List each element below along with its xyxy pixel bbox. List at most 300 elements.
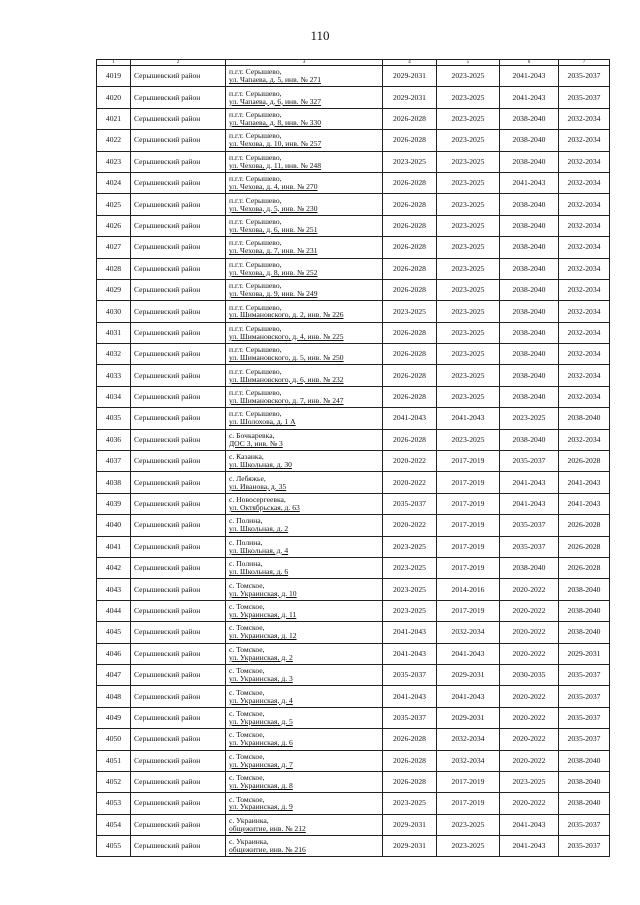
- period-col-6: 2020-2022: [500, 750, 559, 771]
- row-number: 4033: [97, 365, 131, 386]
- address-cell: [226, 557, 383, 578]
- address-settlement: п.г.т. Серышево,: [229, 131, 282, 141]
- district-cell: Серышевский район: [131, 365, 226, 386]
- address-cell: [226, 579, 383, 600]
- table-row: [97, 686, 610, 707]
- address-settlement: с. Томское,: [229, 601, 265, 611]
- period-col-7: 2038-2040: [559, 622, 610, 643]
- period-col-6: 2041-2043: [500, 836, 559, 857]
- period-col-7: 2032-2034: [559, 194, 610, 215]
- period-col-7: 2035-2037: [559, 814, 610, 835]
- period-col-4: 2026-2028: [383, 344, 437, 365]
- period-col-7: 2032-2034: [559, 365, 610, 386]
- period-col-5: 2023-2025: [437, 215, 500, 236]
- table-row: [97, 814, 610, 835]
- period-col-5: 2032-2034: [437, 622, 500, 643]
- period-col-6: 2038-2040: [500, 429, 559, 450]
- period-col-6: 2041-2043: [500, 472, 559, 493]
- period-col-6: 2020-2022: [500, 707, 559, 728]
- address-street: ул. Чехова, д. 4, инв. № 270: [229, 182, 318, 192]
- period-col-7: 2026-2028: [559, 536, 610, 557]
- address-settlement: с. Бочкаревка,: [229, 430, 275, 440]
- period-col-7: 2032-2034: [559, 429, 610, 450]
- address-settlement: п.г.т. Серышево,: [229, 302, 282, 312]
- table-row: [97, 108, 610, 129]
- row-number: 4046: [97, 643, 131, 664]
- table-row: [97, 322, 610, 343]
- row-number: 4047: [97, 664, 131, 685]
- table-row: [97, 579, 610, 600]
- period-col-4: 2023-2025: [383, 557, 437, 578]
- district-cell: Серышевский район: [131, 322, 226, 343]
- table-row: [97, 194, 610, 215]
- district-cell: Серышевский район: [131, 258, 226, 279]
- row-number: 4036: [97, 429, 131, 450]
- address-street: ул. Украинская, д. 8: [229, 781, 293, 791]
- address-settlement: с. Томское,: [229, 751, 265, 761]
- address-street: ул. Украинская, д. 9: [229, 802, 293, 812]
- address-settlement: п.г.т. Серышево,: [229, 281, 282, 291]
- table-row: [97, 600, 610, 621]
- period-col-5: 2017-2019: [437, 451, 500, 472]
- period-col-4: 2026-2028: [383, 771, 437, 792]
- period-col-5: 2023-2025: [437, 814, 500, 835]
- district-cell: Серышевский район: [131, 301, 226, 322]
- table-row: [97, 771, 610, 792]
- address-settlement: с. Полина,: [229, 559, 263, 569]
- period-col-4: 2026-2028: [383, 429, 437, 450]
- district-cell: Серышевский район: [131, 664, 226, 685]
- address-settlement: с. Полина,: [229, 537, 263, 547]
- address-cell: [226, 536, 383, 557]
- address-cell: [226, 386, 383, 407]
- address-street: ул. Октябрьская, д. 63: [229, 503, 300, 512]
- address-cell: [226, 130, 383, 151]
- address-street: ул. Школьная, д. 6: [229, 567, 289, 577]
- period-col-4: 2026-2028: [383, 279, 437, 300]
- period-col-6: 2041-2043: [500, 172, 559, 193]
- period-col-6: 2038-2040: [500, 386, 559, 407]
- district-cell: Серышевский район: [131, 172, 226, 193]
- address-street: ул. Чехова, д. 11, инв. № 248: [229, 160, 322, 170]
- period-col-4: 2029-2031: [383, 814, 437, 835]
- address-settlement: с. Томское,: [229, 708, 265, 718]
- address-cell: [226, 279, 383, 300]
- period-col-7: 2035-2037: [559, 707, 610, 728]
- period-col-5: 2023-2025: [437, 344, 500, 365]
- address-street: ул. Чехова, д. 10, инв. № 257: [229, 139, 322, 149]
- address-settlement: п.г.т. Серышево,: [229, 67, 282, 77]
- period-col-4: 2041-2043: [383, 686, 437, 707]
- district-cell: Серышевский район: [131, 579, 226, 600]
- table-row: [97, 130, 610, 151]
- table-row: [97, 66, 610, 87]
- address-cell: [226, 66, 383, 87]
- district-cell: Серышевский район: [131, 600, 226, 621]
- period-col-4: 2026-2028: [383, 258, 437, 279]
- period-col-6: 2038-2040: [500, 301, 559, 322]
- period-col-7: 2038-2040: [559, 600, 610, 621]
- address-settlement: п.г.т. Серышево,: [229, 238, 282, 248]
- address-cell: [226, 622, 383, 643]
- period-col-4: 2035-2037: [383, 493, 437, 514]
- address-cell: [226, 707, 383, 728]
- period-col-4: 2035-2037: [383, 664, 437, 685]
- address-cell: [226, 515, 383, 536]
- address-street: ул. Украинская, д. 6: [229, 738, 293, 748]
- row-number: 4035: [97, 408, 131, 429]
- period-col-5: 2023-2025: [437, 301, 500, 322]
- row-number: 4048: [97, 686, 131, 707]
- table-row: [97, 215, 610, 236]
- row-number: 4045: [97, 622, 131, 643]
- address-cell: [226, 793, 383, 814]
- period-col-6: 2038-2040: [500, 279, 559, 300]
- row-number: 4024: [97, 172, 131, 193]
- table-row: [97, 729, 610, 750]
- row-number: 4030: [97, 301, 131, 322]
- table-row: [97, 750, 610, 771]
- row-number: 4051: [97, 750, 131, 771]
- address-settlement: с. Томское,: [229, 730, 265, 740]
- address-street: ул. Шимановского, д. 7, инв. № 247: [229, 396, 344, 406]
- address-settlement: п.г.т. Серышево,: [229, 323, 282, 333]
- period-col-6: 2038-2040: [500, 130, 559, 151]
- period-col-4: 2023-2025: [383, 600, 437, 621]
- row-number: 4050: [97, 729, 131, 750]
- table-row: [97, 237, 610, 258]
- period-col-7: 2041-2043: [559, 472, 610, 493]
- address-street: ул. Чапаева, д. 8, инв. № 330: [229, 117, 322, 127]
- table-row: [97, 87, 610, 108]
- district-cell: Серышевский район: [131, 557, 226, 578]
- period-col-7: 2038-2040: [559, 793, 610, 814]
- district-cell: Серышевский район: [131, 707, 226, 728]
- address-street: ул. Школьная, д. 30: [229, 460, 292, 470]
- period-col-4: 2023-2025: [383, 579, 437, 600]
- row-number: 4025: [97, 194, 131, 215]
- address-cell: [226, 408, 383, 429]
- address-settlement: п.г.т. Серышево,: [229, 195, 282, 205]
- address-settlement: с. Лебяжье,: [229, 473, 266, 483]
- address-cell: [226, 344, 383, 365]
- period-col-5: 2017-2019: [437, 515, 500, 536]
- address-cell: [226, 301, 383, 322]
- row-number: 4019: [97, 66, 131, 87]
- address-street: ул. Украинская, д. 4: [229, 695, 293, 705]
- period-col-5: 2023-2025: [437, 151, 500, 172]
- period-col-7: 2032-2034: [559, 386, 610, 407]
- period-col-5: 2041-2043: [437, 686, 500, 707]
- row-number: 4054: [97, 814, 131, 835]
- address-settlement: п.г.т. Серышево,: [229, 110, 282, 119]
- period-col-6: 2023-2025: [500, 771, 559, 792]
- row-number: 4038: [97, 472, 131, 493]
- period-col-4: 2023-2025: [383, 151, 437, 172]
- address-street: ул. Чехова, д. 7, инв. № 231: [229, 246, 318, 256]
- address-cell: [226, 429, 383, 450]
- period-col-7: 2035-2037: [559, 664, 610, 685]
- period-col-5: 2023-2025: [437, 172, 500, 193]
- table-row: [97, 707, 610, 728]
- period-col-5: 2023-2025: [437, 279, 500, 300]
- address-settlement: п.г.т. Серышево,: [229, 259, 282, 269]
- period-col-5: 2023-2025: [437, 386, 500, 407]
- address-street: ул. Шимановского, д. 6, инв. № 232: [229, 374, 344, 384]
- address-settlement: п.г.т. Серышево,: [229, 174, 282, 184]
- page-number: 110: [310, 28, 330, 43]
- table-row: [97, 451, 610, 472]
- table-row: [97, 622, 610, 643]
- period-col-6: 2038-2040: [500, 194, 559, 215]
- address-street: ул. Чехова, д. 9, инв. № 249: [229, 289, 318, 299]
- district-cell: Серышевский район: [131, 66, 226, 87]
- period-col-6: 2020-2022: [500, 622, 559, 643]
- district-cell: Серышевский район: [131, 771, 226, 792]
- row-number: 4021: [97, 108, 131, 129]
- address-cell: [226, 237, 383, 258]
- district-cell: Серышевский район: [131, 451, 226, 472]
- address-cell: [226, 664, 383, 685]
- period-col-7: 2032-2034: [559, 322, 610, 343]
- district-cell: Серышевский район: [131, 130, 226, 151]
- address-street: ул. Шолохова, д. 1 А: [229, 417, 296, 427]
- row-number: 4044: [97, 600, 131, 621]
- period-col-6: 2030-2035: [500, 664, 559, 685]
- row-number: 4034: [97, 386, 131, 407]
- table-row: [97, 557, 610, 578]
- table-row: [97, 643, 610, 664]
- district-cell: Серышевский район: [131, 344, 226, 365]
- address-street: ул. Чапаева, д. 5, инв. № 271: [229, 75, 322, 85]
- period-col-5: 2017-2019: [437, 771, 500, 792]
- address-cell: [226, 729, 383, 750]
- period-col-7: 2035-2037: [559, 836, 610, 857]
- row-number: 4052: [97, 771, 131, 792]
- period-col-6: 2038-2040: [500, 237, 559, 258]
- row-number: 4041: [97, 536, 131, 557]
- district-cell: Серышевский район: [131, 814, 226, 835]
- table-row: [97, 365, 610, 386]
- period-col-5: 2017-2019: [437, 557, 500, 578]
- table-row: [97, 172, 610, 193]
- row-number: 4028: [97, 258, 131, 279]
- address-settlement: с. Томское,: [229, 794, 265, 804]
- district-cell: Серышевский район: [131, 686, 226, 707]
- period-col-7: 2032-2034: [559, 258, 610, 279]
- period-col-4: 2026-2028: [383, 750, 437, 771]
- table-row: [97, 344, 610, 365]
- period-col-5: 2017-2019: [437, 600, 500, 621]
- address-cell: [226, 643, 383, 664]
- period-col-6: 2020-2022: [500, 793, 559, 814]
- district-cell: Серышевский район: [131, 536, 226, 557]
- period-col-7: 2032-2034: [559, 172, 610, 193]
- period-col-7: 2038-2040: [559, 750, 610, 771]
- address-street: ул. Чехова, д. 6, инв. № 251: [229, 224, 318, 234]
- district-cell: Серышевский район: [131, 279, 226, 300]
- period-col-4: 2041-2043: [383, 643, 437, 664]
- period-col-4: 2023-2025: [383, 536, 437, 557]
- row-number: 4040: [97, 515, 131, 536]
- table-row: [97, 279, 610, 300]
- table-row: [97, 301, 610, 322]
- table-row: [97, 386, 610, 407]
- address-cell: [226, 493, 383, 514]
- period-col-6: 2020-2022: [500, 729, 559, 750]
- period-col-7: 2032-2034: [559, 344, 610, 365]
- row-number: 4027: [97, 237, 131, 258]
- period-col-4: 2041-2043: [383, 408, 437, 429]
- address-street: ДОС 3, инв. № 3: [229, 438, 283, 448]
- row-number: 4042: [97, 557, 131, 578]
- period-col-7: 2029-2031: [559, 643, 610, 664]
- period-col-7: 2038-2040: [559, 579, 610, 600]
- period-col-4: 2026-2028: [383, 365, 437, 386]
- period-col-5: 2023-2025: [437, 237, 500, 258]
- column-number: 4: [383, 60, 437, 66]
- address-cell: [226, 365, 383, 386]
- period-col-4: 2029-2031: [383, 66, 437, 87]
- period-col-4: 2026-2028: [383, 386, 437, 407]
- address-cell: [226, 686, 383, 707]
- period-col-4: 2026-2028: [383, 172, 437, 193]
- address-settlement: с. Томское,: [229, 623, 265, 633]
- address-street: ул. Чехова, д. 8, инв. № 252: [229, 267, 318, 277]
- column-number: 1: [97, 60, 131, 66]
- district-cell: Серышевский район: [131, 472, 226, 493]
- period-col-4: 2023-2025: [383, 301, 437, 322]
- period-col-6: 2038-2040: [500, 365, 559, 386]
- period-col-4: 2020-2022: [383, 472, 437, 493]
- address-cell: [226, 194, 383, 215]
- column-number: 2: [131, 60, 226, 66]
- address-settlement: с. Новосергеевка,: [229, 495, 286, 505]
- period-col-6: 2041-2043: [500, 66, 559, 87]
- row-number: 4037: [97, 451, 131, 472]
- period-col-5: 2017-2019: [437, 536, 500, 557]
- period-col-7: 2038-2040: [559, 771, 610, 792]
- period-col-5: 2041-2043: [437, 408, 500, 429]
- period-col-5: 2017-2019: [437, 493, 500, 514]
- address-settlement: п.г.т. Серышево,: [229, 152, 282, 162]
- address-settlement: с. Томское,: [229, 687, 265, 697]
- address-cell: [226, 87, 383, 108]
- column-number: 7: [559, 60, 610, 66]
- table-row: [97, 836, 610, 857]
- period-col-7: 2032-2034: [559, 279, 610, 300]
- period-col-5: 2014-2016: [437, 579, 500, 600]
- address-cell: [226, 108, 383, 129]
- district-cell: Серышевский район: [131, 729, 226, 750]
- table-row: [97, 493, 610, 514]
- district-cell: Серышевский район: [131, 194, 226, 215]
- period-col-5: 2023-2025: [437, 108, 500, 129]
- district-cell: Серышевский район: [131, 643, 226, 664]
- address-street: ул. Украинская, д. 5: [229, 716, 293, 726]
- period-col-6: 2020-2022: [500, 643, 559, 664]
- district-cell: Серышевский район: [131, 386, 226, 407]
- period-col-6: 2020-2022: [500, 686, 559, 707]
- period-col-6: 2038-2040: [500, 151, 559, 172]
- table-row: [97, 472, 610, 493]
- district-cell: Серышевский район: [131, 108, 226, 129]
- address-street: ул. Шимановского, д. 4, инв. № 225: [229, 331, 344, 341]
- period-col-6: 2038-2040: [500, 258, 559, 279]
- table-row: [97, 258, 610, 279]
- period-col-4: 2026-2028: [383, 322, 437, 343]
- period-col-7: 2035-2037: [559, 66, 610, 87]
- address-street: ул. Украинская, д. 7: [229, 759, 293, 769]
- period-col-7: 2032-2034: [559, 215, 610, 236]
- address-settlement: п.г.т. Серышево,: [229, 388, 282, 398]
- period-col-7: 2038-2040: [559, 408, 610, 429]
- address-street: общежитие, инв. № 212: [229, 823, 306, 833]
- address-settlement: п.г.т. Серышево,: [229, 88, 282, 98]
- district-cell: Серышевский район: [131, 750, 226, 771]
- table-row: [97, 536, 610, 557]
- address-cell: [226, 172, 383, 193]
- period-col-7: 2032-2034: [559, 151, 610, 172]
- period-col-5: 2023-2025: [437, 429, 500, 450]
- period-col-6: 2020-2022: [500, 579, 559, 600]
- district-cell: Серышевский район: [131, 493, 226, 514]
- period-col-4: 2023-2025: [383, 793, 437, 814]
- district-cell: Серышевский район: [131, 237, 226, 258]
- period-col-5: 2023-2025: [437, 258, 500, 279]
- district-cell: Серышевский район: [131, 151, 226, 172]
- address-settlement: с. Томское,: [229, 773, 265, 783]
- district-cell: Серышевский район: [131, 429, 226, 450]
- address-cell: [226, 451, 383, 472]
- period-col-4: 2026-2028: [383, 237, 437, 258]
- period-col-6: 2041-2043: [500, 493, 559, 514]
- address-street: ул. Украинская, д. 10: [229, 588, 297, 598]
- address-street: ул. Шимановского, д. 2, инв. № 226: [229, 310, 344, 320]
- row-number: 4049: [97, 707, 131, 728]
- period-col-7: 2032-2034: [559, 108, 610, 129]
- period-col-6: 2038-2040: [500, 322, 559, 343]
- period-col-6: 2020-2022: [500, 600, 559, 621]
- address-settlement: п.г.т. Серышево,: [229, 216, 282, 226]
- period-col-4: 2020-2022: [383, 515, 437, 536]
- period-col-6: 2023-2025: [500, 408, 559, 429]
- address-street: ул. Украинская, д. 2: [229, 652, 293, 662]
- address-street: ул. Украинская, д. 3: [229, 674, 293, 684]
- address-cell: [226, 814, 383, 835]
- table-row: [97, 793, 610, 814]
- address-street: ул. Чапаева, д. 6, инв. № 327: [229, 96, 322, 106]
- period-col-6: 2035-2037: [500, 536, 559, 557]
- address-cell: [226, 151, 383, 172]
- row-number: 4020: [97, 87, 131, 108]
- period-col-4: 2020-2022: [383, 451, 437, 472]
- district-cell: Серышевский район: [131, 515, 226, 536]
- period-col-4: 2029-2031: [383, 87, 437, 108]
- address-cell: [226, 215, 383, 236]
- period-col-5: 2029-2031: [437, 707, 500, 728]
- address-street: ул. Украинская, д. 12: [229, 631, 297, 641]
- table-row: [97, 429, 610, 450]
- address-settlement: с. Украинка,: [229, 837, 269, 847]
- period-col-6: 2038-2040: [500, 557, 559, 578]
- row-number: 4029: [97, 279, 131, 300]
- address-cell: [226, 322, 383, 343]
- address-settlement: п.г.т. Серышево,: [229, 366, 282, 376]
- row-number: 4023: [97, 151, 131, 172]
- period-col-4: 2026-2028: [383, 130, 437, 151]
- address-street: ул. Иванова, д. 35: [229, 481, 287, 491]
